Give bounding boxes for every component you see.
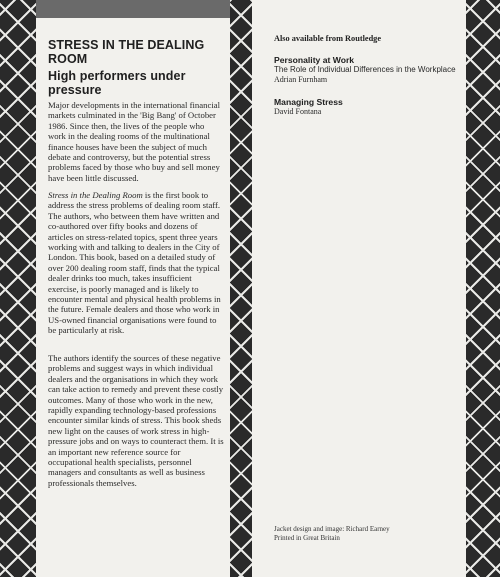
- description-paragraph-1: Major developments in the international financial markets culminated in the 'Big Bang' of October 1986. Since then, the lives of the people who work in the dealing rooms of the multinational finance houses have been the subject of much debate and controversy, but the potential stress problems faced by those who buy and sell money have been little discussed.: [48, 100, 221, 183]
- decorative-diamond-border-right: [466, 0, 500, 577]
- description-paragraph-2-text: is the first book to address the stress problems of dealing room staff. The authors, who between them have written and co-authored over fifty books and dozens of articles on stress-related topics, spent three years working with and talking to dealers in the City of London. This book, based on a detailed study of over 200 dealing room staff, finds that the typical dealer drinks too much, takes insufficient exercise, is poorly managed and is likely to encounter mental and physical health problems in the future. Female dealers and those who work in US-owned financial organisations were found to be particularly at risk.: [48, 190, 221, 336]
- description-paragraph-2: [48, 190, 224, 336]
- related-book-author: David Fontana: [274, 107, 322, 116]
- decorative-diamond-border-left: [0, 0, 36, 577]
- related-book-subtitle: The Role of Individual Differences in the Workplace: [274, 65, 456, 74]
- also-available-heading: Also available from Routledge: [274, 34, 382, 43]
- jacket-credits: [274, 525, 464, 543]
- jacket-flap-description: [36, 18, 230, 577]
- description-paragraph-3: The authors identify the sources of these negative problems and suggest ways in which individual dealers and the organisations in which they work can take action to remedy and prevent these costly outcomes. Many of those who work in the new, rapidly expanding technology-based professions encounter similar kinds of stress. This book sheds new light on the causes of work stress in high-pressure jobs and on ways to counteract them. It is an important new reference source for occupational health specialists, personnel managers and consultants as well as business professionals themselves.: [48, 353, 224, 488]
- book-title-italic: Stress in the Dealing Room: [48, 190, 143, 200]
- related-book: [274, 55, 464, 85]
- decorative-diamond-border-center: [230, 0, 252, 577]
- jacket-flap-related-books: [252, 0, 466, 577]
- design-credit: Jacket design and image: Richard Earney: [274, 525, 390, 533]
- related-book-author: Adrian Furnham: [274, 74, 328, 84]
- book-subtitle: High performers under pressure: [48, 69, 186, 97]
- book-title: STRESS IN THE DEALING ROOM: [48, 38, 205, 66]
- related-book-title: Personality at Work: [274, 55, 355, 65]
- printing-credit: Printed in Great Britain: [274, 534, 340, 542]
- related-book-title: Managing Stress: [274, 97, 343, 107]
- related-book: [274, 97, 464, 117]
